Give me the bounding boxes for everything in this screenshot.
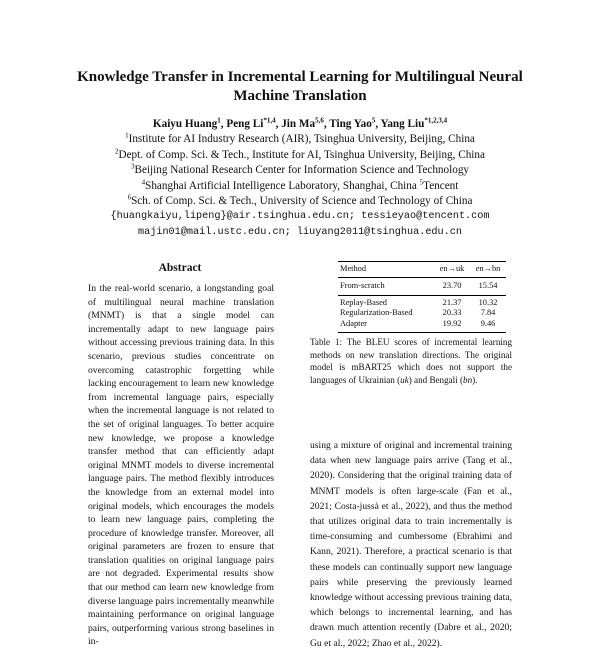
table-header-row — [338, 262, 506, 278]
table-row — [338, 319, 506, 332]
table-cell: 23.70 — [434, 277, 470, 295]
table-header: Method — [338, 262, 434, 278]
abstract-text: In the real-world scenario, a longstanding goal of multilingual neural machine translation (MNMT) is that a single model can incrementally adapt to new language pairs without accessing previous training data. In this scenario, previous studies concentrate on overcoming catastrophic forgetting while lacking encouragement to learn new knowledge from incremental language pairs, especially when the incremental language is not related to the set of original languages. To better acquire new knowledge, we propose a knowledge transfer method that can efficiently adapt original MNMT models to diverse incremental language pairs. The method flexibly introduces the knowledge from an external model into original models, which encourages the models to learn new language pairs, completing the procedure of knowledge transfer. Moreover, all original parameters are frozen to ensure that translation qualities on original language pairs are not degraded. Experimental results show that our method can learn new knowledge from diverse language pairs incrementally meanwhile maintaining performance on original language pairs, outperforming various strong baselines in in- — [88, 283, 274, 648]
affiliation: $^3$Beijing National Research Center for Information Science and Technology — [130, 162, 470, 177]
author-email[interactable]: {huangkaiyu,lipeng}@air.tsinghua.edu.cn; tessieyao@tencent.com — [110, 211, 490, 223]
results-table — [338, 261, 506, 333]
table-header: en→uk — [434, 262, 470, 278]
table-cell: 7.84 — [480, 308, 496, 318]
author-sup: 5 — [371, 116, 376, 125]
author-sup: 1 — [217, 116, 221, 125]
table-cell: From-scratch — [338, 277, 434, 295]
affiliation: $^1$Institute for AI Industry Research (AIR), Tsinghua University, Beijing, China — [125, 131, 475, 146]
table-cell: 19.92 — [434, 319, 470, 332]
table-row — [338, 308, 506, 319]
table-row — [338, 295, 506, 308]
author-names: Kaiyu Huang$^1$, Peng Li$^{*1,4}$, Jin Ma$^{5,6}$, Ting Yao$^5$, Yang Liu$^{*1,2,3,4}$ — [152, 116, 448, 130]
table-header: en→bn — [470, 262, 506, 278]
affiliation: $^4$Shanghai Artificial Intelligence Laboratory, Shanghai, China $^5$Tencent — [141, 177, 459, 192]
table-cell: Regularization-Based — [340, 308, 413, 318]
table-cell: 15.54 — [470, 277, 506, 295]
table-row — [338, 277, 506, 295]
table-cell: 21.37 — [442, 297, 462, 307]
author-sup: *1,4 — [263, 116, 276, 125]
body-paragraph: using a mixture of original and incremental training data when new language pairs arrive (Tang et al., 2020). Considering that the original training data of MNMT models is often large-scale (Fan et al., 2021; Costa-jussà et al., 2022), and thus the method that utilizes original data to train incrementally is time-consuming and cumbersome (Ebrahimi and Kann, 2021). Therefore, a practical scenario is that these models can continually support new language pairs while preserving the previously learned knowledge without accessing previous training data, which belongs to incremental learning, and has drawn much attention recently (Dabre et al., 2020; Gu et al., 2022; Zhao et al., 2022). — [310, 440, 512, 649]
author-name: Kaiyu Huang — [152, 118, 218, 130]
author-name: Yang Liu — [380, 118, 425, 130]
table-cell: 20.33 — [442, 308, 462, 318]
table-cell: Adapter — [338, 319, 434, 332]
table-cell: 10.32 — [478, 297, 498, 307]
author-block — [30, 117, 570, 240]
author-name: Peng Li — [226, 118, 264, 130]
author-name: Jin Ma — [281, 118, 316, 130]
author-sup: *1,2,3,4 — [424, 116, 448, 125]
affiliation: $^6$Sch. of Comp. Sci. & Tech., University of Science and Technology of China — [127, 193, 473, 208]
table-cell: Replay-Based — [340, 297, 387, 307]
author-sup: 5,6 — [315, 116, 324, 125]
affiliation: $^2$Dept. of Comp. Sci. & Tech., Institute for AI, Tsinghua University, Beijing, China — [115, 147, 485, 161]
author-name: Ting Yao — [329, 118, 372, 130]
paper-title: Knowledge Transfer in Incremental Learning for Multilingual Neural Machine Translation — [77, 69, 523, 104]
table-cell: 9.46 — [470, 319, 506, 332]
author-email[interactable]: majin01@mail.ustc.edu.cn; liuyang2011@tsinghua.edu.cn — [137, 226, 462, 238]
abstract-heading: Abstract — [158, 262, 202, 274]
table-caption: Table 1: The BLEU scores of incremental learning methods on new translation directions. The original model is mBART25 which does not support the languages of Ukrainian (uk) and Bengali (bn). — [310, 337, 512, 385]
